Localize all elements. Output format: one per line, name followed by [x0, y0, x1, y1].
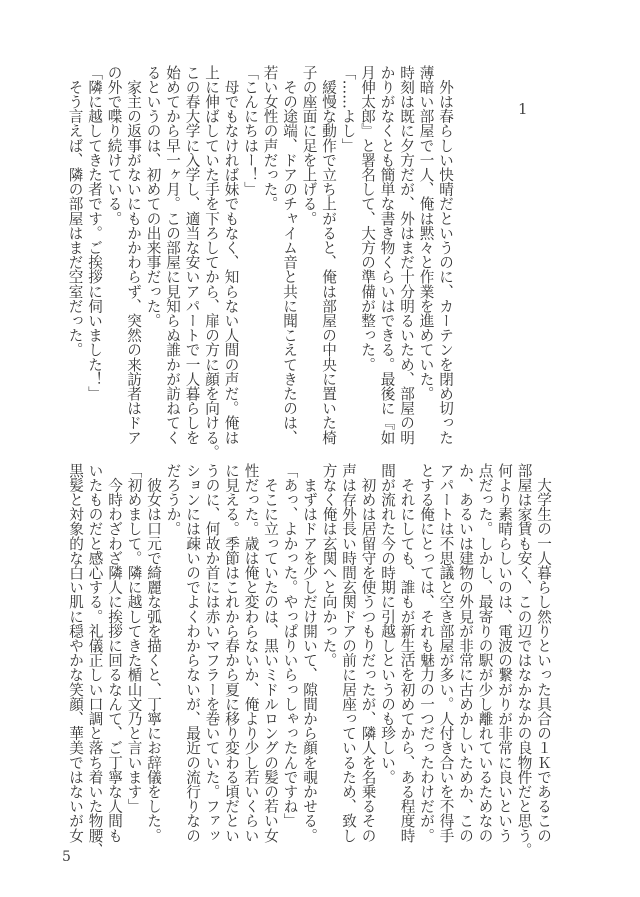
text-line: の外で喋り続けている。 [105, 65, 123, 226]
text-line: 「……よし」 [339, 65, 357, 153]
text-line: 「隣に越してきた者です。ご挨拶に伺いました！」 [86, 65, 103, 401]
text-line: 上に伸ばしていた手を下ろしてから、扉の方に顔を向ける。 [203, 65, 220, 460]
text-line: ションには疎いのでよくわからないが、最近の流行りなの [184, 463, 201, 843]
text-line: 点だった。しかし、最寄りの駅が少し離れているためなの [476, 463, 494, 843]
text-line: 今時わざわざ隣人に挨拶に回るなんて、ご丁寧な人間も [106, 463, 123, 843]
text-line: 間が流れた今の時期に引越しというのも珍しい。 [379, 463, 396, 785]
text-block-lower [65, 463, 553, 858]
text-line: 外は春らしい快晴だというのに、カーテンを閉め切った [437, 65, 454, 445]
text-line: まずはドアを少しだけ開いて、隙間から顔を覗かせる。 [301, 463, 318, 843]
text-line: その途端、ドアのチャイム音と共に聞こえてきたのは、 [281, 65, 298, 445]
chapter-number: 1 [518, 100, 528, 118]
text-line: かりがなくとも簡単な書き物くらいはできる。最後に『如 [378, 65, 396, 445]
text-line: 黒髪と対象的な白い肌に穏やかな笑顔、華美ではないが女 [67, 463, 84, 843]
text-line: 部屋は家賃も安く、この辺ではなかなかの良物件だと思う。 [515, 463, 533, 858]
text-block-upper [65, 65, 455, 460]
text-line: 「初めまして。隣に越してきた楯山文乃と言います」 [125, 463, 143, 814]
text-line: 若い女性の声だった。 [261, 65, 279, 211]
text-line: 月伸太郎』と署名して、大方の準備が整った。 [359, 65, 376, 372]
text-line: アパートは不思議と空き部屋が多い。人付き合いを不得手 [437, 463, 455, 843]
text-line: 時刻は既に夕方だが、外はまだ十分明るいため、部屋の明 [398, 65, 415, 445]
text-line: 家主の返事がないにもかかわらず、突然の来訪者はドア [125, 65, 142, 445]
text-line: 子の座面に足を上げる。 [300, 65, 318, 226]
text-line: 声は存外長い時間玄関ドアの前に居座っているため、致し [340, 463, 357, 843]
text-line: うのに、何故か首には赤いマフラーを巻いていた。ファッ [203, 463, 221, 843]
text-line: とする俺にとっては、それも魅力の一つだったわけだが。 [418, 463, 435, 843]
text-line: 薄暗い部屋で一人、俺は黙々と作業を進めていた。 [417, 65, 435, 401]
text-line: 何より素晴らしいのは、電波の繋がりが非常に良いという [496, 463, 513, 843]
text-line: 大学生の一人暮らし然りといった具合の１Ｋであるこの [535, 463, 552, 843]
text-line: 方なく俺は玄関へと向かった。 [320, 463, 338, 668]
text-line: 彼女は口元で綺麗な弧を描くと、丁寧にお辞儀をした。 [145, 463, 162, 843]
text-line: 初めは居留守を使うつもりだったが、隣人を名乗るその [359, 463, 377, 843]
text-line: 緩慢な動作で立ち上がると、俺は部屋の中央に置いた椅 [320, 65, 337, 445]
text-line: そう言えば、隣の部屋はまだ空室だった。 [66, 65, 84, 357]
text-line: いたものだと感心する。礼儀正しい口調と落ち着いた物腰、 [86, 463, 104, 858]
text-line: か、あるいは建物の外見が非常に古めかしいためか、この [457, 463, 474, 843]
text-line: 「あっ、よかった。やっぱりいらっしゃったんですね」 [281, 463, 299, 828]
text-line: 始めてから早一ヶ月。この部屋に見知らぬ誰かが訪ねてく [164, 65, 181, 445]
text-line: この春大学に入学し、適当な安いアパートで一人暮らしを [183, 65, 201, 445]
text-line: に見える。季節はこれから春から夏に移り変わる頃だとい [223, 463, 240, 843]
text-line: 「こんにちはー！」 [242, 65, 259, 197]
text-line: だろうか。 [164, 463, 182, 536]
text-line: それにしても、誰もが新生活を初めてから、ある程度時 [398, 463, 416, 843]
text-line: 母でもなければ妹でもなく、知らない人間の声だ。俺は [222, 65, 240, 445]
text-line: そこに立っていたのは、黒いミドルロングの髪の若い女 [262, 463, 279, 843]
text-line: るというのは、初めての出来事だった。 [144, 65, 162, 328]
text-line: 性だった。歳は俺と変わらないか、俺より少し若いくらい [242, 463, 260, 843]
page-number: 5 [62, 849, 71, 865]
